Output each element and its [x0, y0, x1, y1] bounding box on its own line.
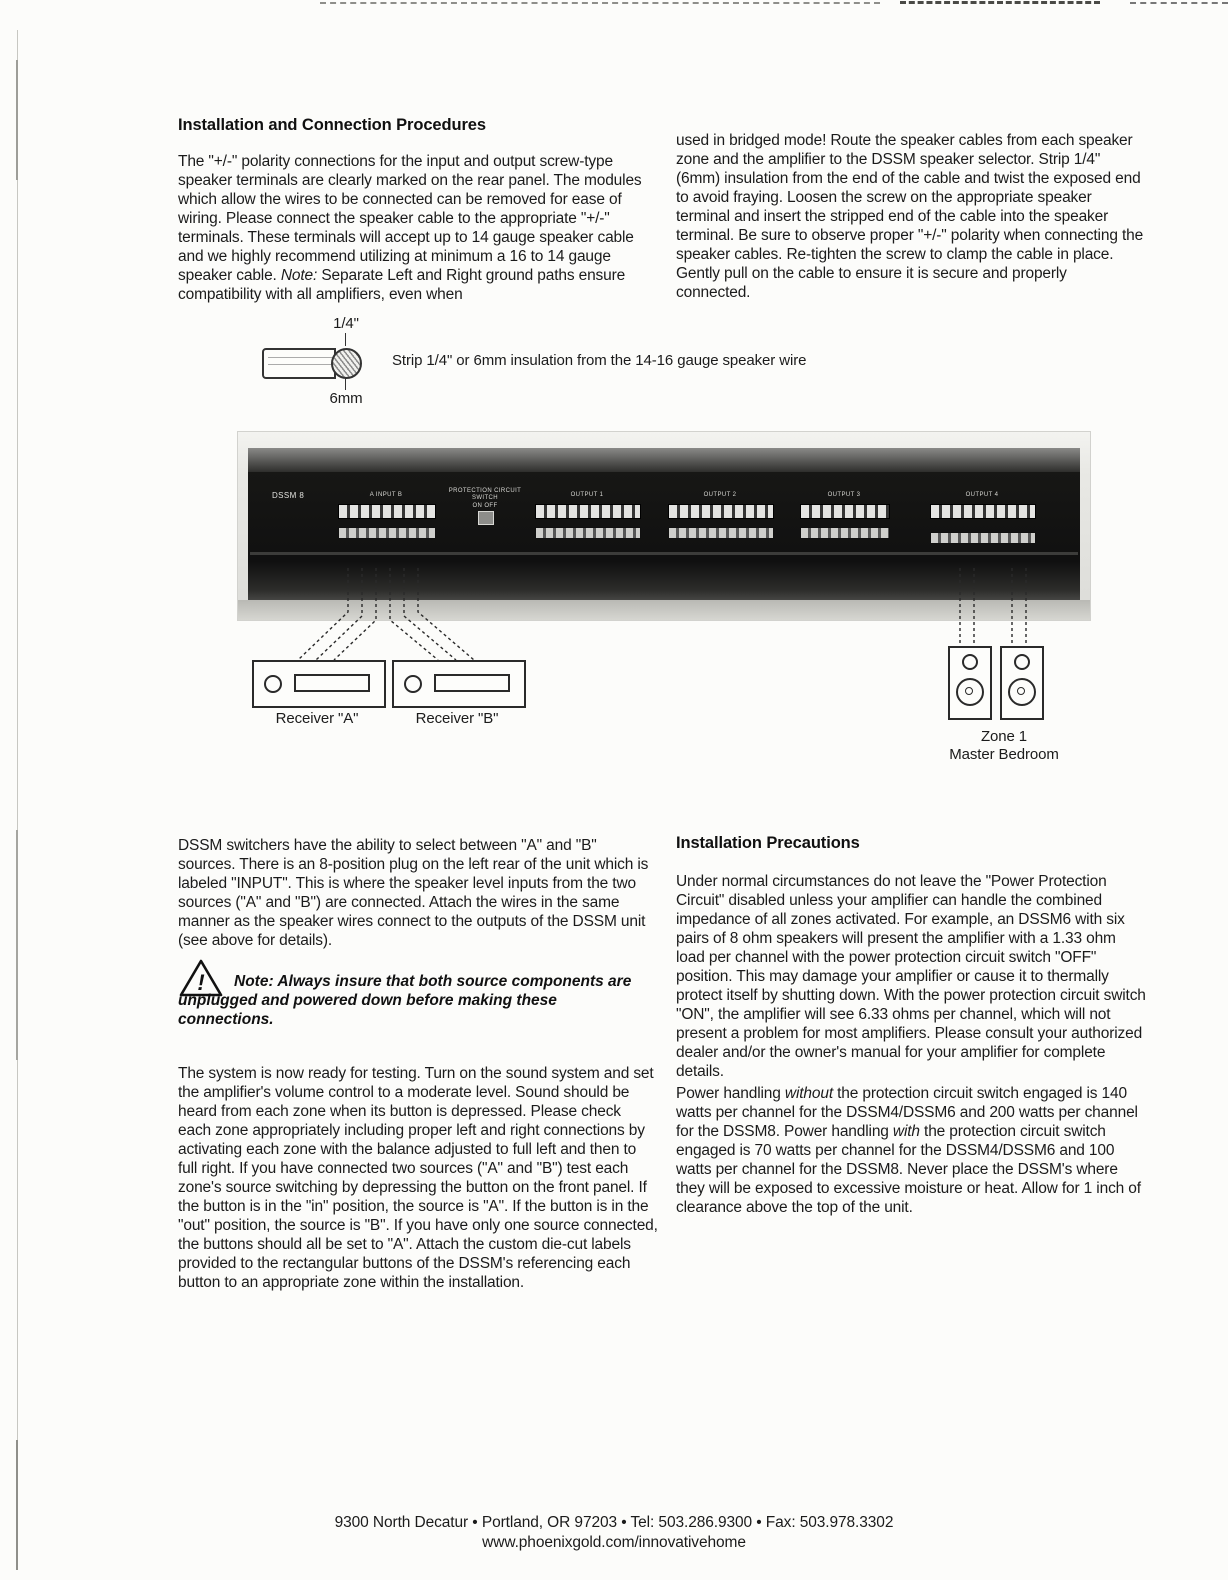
strip-bottom-label: 6mm [329, 390, 363, 407]
zone-label-line2: Master Bedroom [949, 746, 1059, 763]
scan-artifact-left-line [17, 30, 18, 1550]
warning-note [178, 972, 654, 1029]
section2-right-para2 [676, 1084, 1148, 1217]
scan-artifact-left-segment-2 [16, 830, 18, 1060]
strip-caption: Strip 1/4" or 6mm insulation from the 14-16 gauge speaker wire [392, 352, 807, 369]
rear-panel-photo [238, 432, 1090, 620]
scan-artifact-left-segment-1 [16, 60, 18, 180]
wire-icon [262, 348, 336, 379]
scan-artifact-left-segment-3 [16, 1440, 18, 1570]
receiver-b-slot-icon [434, 674, 510, 692]
power-italic-with: with [892, 1123, 920, 1140]
panel-output3-terminal-strip [800, 504, 890, 519]
panel-group-label-input: A INPUT B [369, 492, 403, 498]
speaker-right-box [1000, 646, 1044, 720]
wire-stripped-tip-icon [331, 348, 362, 379]
panel-model-label: DSSM 8 [272, 491, 305, 500]
strip-top-label: 1/4" [333, 315, 359, 332]
receiver-a-box [252, 660, 386, 708]
panel-input-terminal-strip [338, 504, 436, 519]
section2-right-title: Installation Precautions [676, 834, 860, 852]
receiver-a-knob-icon [264, 675, 282, 693]
intro-right-column: used in bridged mode! Route the speaker cables from each speaker zone and the amplifier to the DSSM speaker selector. Strip 1/4" (6mm) insulation from the end of the cable and twist the exposed end to avoid fraying. Loosen the screw on the appropriate speaker terminal and insert the stripped end of the cable into the speaker terminal. Be sure to observe proper "+/-" polarity when connecting the speaker cables. Re-tighten the screw to clamp the cable in place. Gently pull on the cable to ensure it is secure and properly connected. [676, 132, 1144, 301]
scan-artifact-top-line [320, 2, 880, 4]
scan-artifact-top-line-right [1130, 2, 1228, 4]
panel-input-plug-strip [338, 527, 436, 539]
footer-address-line: 9300 North Decatur • Portland, OR 97203 • Tel: 503.286.9300 • Fax: 503.978.3302 [334, 1514, 894, 1531]
panel-group-label-output4: OUTPUT 4 [965, 492, 999, 498]
svg-text:!: ! [197, 970, 205, 995]
receiver-a-slot-icon [294, 674, 370, 692]
strip-top-tick [345, 333, 346, 346]
panel-protection-sub-label: ON OFF [472, 503, 498, 509]
panel-output2-terminal-strip [668, 504, 774, 519]
power-text-a: Power handling [676, 1085, 785, 1102]
speaker-right-tweeter-icon [1014, 654, 1030, 670]
strip-bottom-tick [345, 378, 346, 390]
intro-left-column [178, 152, 654, 304]
panel-table-shadow [238, 600, 1090, 620]
speaker-left-box [948, 646, 992, 720]
speaker-right-woofer-icon [1008, 678, 1036, 706]
intro-left-text-b: Separate Left and Right ground paths ensure compatibility with all amplifiers, even when [178, 267, 626, 303]
panel-top-face [248, 448, 1080, 472]
speaker-right-woofer-center-icon [1017, 687, 1025, 695]
receiver-b-box [392, 660, 526, 708]
intro-left-text-a: The "+/-" polarity connections for the input and output screw-type speaker terminals are clearly marked on the rear panel. The modules which allow the wires to be connected can be removed for ease of wiring. Please connect the speaker cable to the appropriate "+/-" terminals. These terminals will accept up to 14 gauge speaker cable and we highly recommend utilizing at minimum a 16 to 14 gauge speaker cable. [178, 153, 642, 284]
panel-output4-terminal-strip [930, 504, 1036, 519]
speaker-left-tweeter-icon [962, 654, 978, 670]
power-text-c: the protection circuit switch engaged is 70 watts per channel for the DSSM4/DSSM6 and 100 watts per channel for the DSSM8. Never place the DSSM's where they will be exposed to excessive moisture or heat. Allow for 1 inch of clearance above the top of the unit. [676, 1123, 1141, 1216]
section1-title: Installation and Connection Procedures [178, 116, 486, 134]
speaker-left-woofer-center-icon [965, 687, 973, 695]
zone-label-line1: Zone 1 [980, 728, 1028, 745]
panel-output4-plug-strip [930, 532, 1036, 544]
scan-artifact-top-line-dark [900, 1, 1100, 4]
receiver-b-knob-icon [404, 675, 422, 693]
panel-group-label-output3: OUTPUT 3 [827, 492, 861, 498]
power-text-b: the protection circuit switch engaged is 140 watts per channel for the DSSM4/DSSM6 and 200 watts per channel for the DSSM8. Power handling [676, 1085, 1138, 1140]
power-italic-without: without [784, 1085, 833, 1102]
section2-left-para2: The system is now ready for testing. Turn on the sound system and set the amplifier's volume control to a moderate level. Sound should be heard from each zone when its button is depressed. Please check each zone appropriately including proper left and right connections by activating each zone with the balance adjusted to full left and then to full right. If you have connected two sources ("A" and "B") test each zone's source switching by depressing the button on the front panel. If the button is in the "in" position, the source is "A". If the button is in the "out" position, the source is "B". If you have only one source connected, the buttons should all be set to "A". Attach the custom die-cut labels provided to the rectangular buttons of the DSSM's referencing each button to an appropriate zone within the installation. [178, 1065, 658, 1291]
panel-output1-plug-strip [535, 527, 641, 539]
panel-output2-plug-strip [668, 527, 774, 539]
panel-group-label-output2: OUTPUT 2 [703, 492, 737, 498]
intro-left-note: Note: [280, 267, 318, 284]
panel-group-label-output1: OUTPUT 1 [570, 492, 604, 498]
section2-left-para1: DSSM switchers have the ability to select between "A" and "B" sources. There is an 8-position plug on the left rear of the unit which is labeled "INPUT". This is where the speaker level inputs from the two sources ("A" and "B") are connected. Attach the wires in the same manner as the speaker wires connect to the outputs of the DSSM unit (see above for details). [178, 837, 649, 949]
section2-right-para1: Under normal circumstances do not leave the "Power Protection Circuit" disabled unless your amplifier can handle the combined impedance of all zones activated. For example, an DSSM6 with six pairs of 8 ohm speakers will present the amplifier with a 1.33 ohm load per channel with the power protection circuit switch "OFF" position. This may damage your amplifier or cause it to thermally protect itself by shutting down. With the power protection circuit switch "ON", the amplifier will see 6.33 ohms per channel, which will not present a problem for most amplifiers. Please consult your authorized dealer and/or the owner's manual for your amplifier for complete details. [676, 873, 1146, 1080]
receiver-a-label: Receiver "A" [275, 710, 359, 727]
panel-output3-plug-strip [800, 527, 890, 539]
warning-icon [178, 958, 224, 995]
panel-reflection [250, 552, 1078, 555]
panel-protection-label: PROTECTION CIRCUIT SWITCH [448, 488, 522, 501]
footer-url: www.phoenixgold.com/innovativehome [482, 1534, 746, 1551]
protection-circuit-switch [478, 511, 494, 525]
panel-output1-terminal-strip [535, 504, 641, 519]
warning-text: Note: Always insure that both source components are unplugged and powered down before making these connections. [178, 973, 632, 1028]
speaker-left-woofer-icon [956, 678, 984, 706]
receiver-b-label: Receiver "B" [415, 710, 499, 727]
